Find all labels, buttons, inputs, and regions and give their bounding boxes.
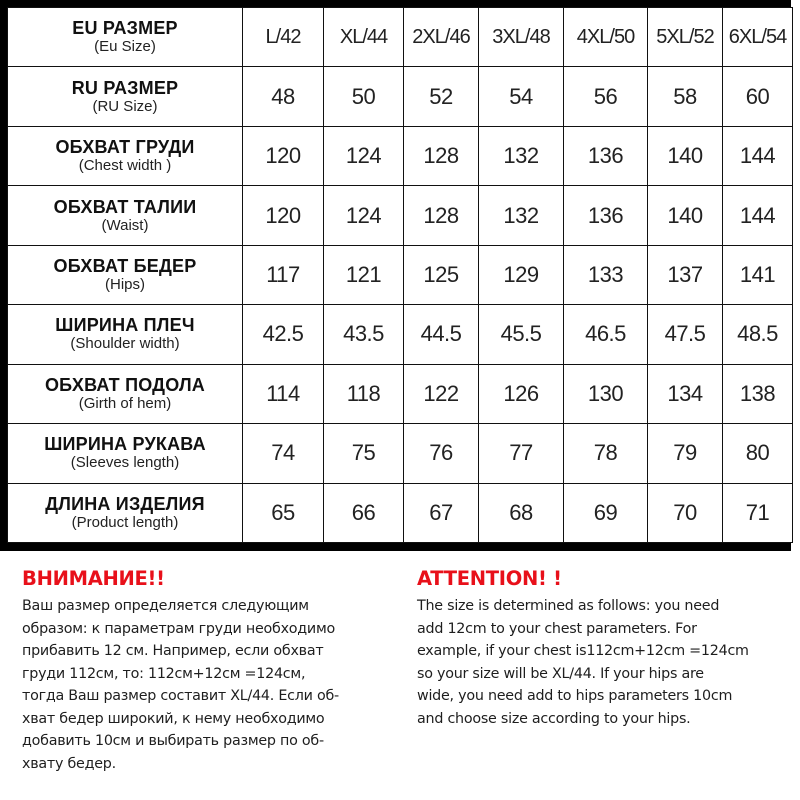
note-russian-title: ВНИМАНИЕ!! xyxy=(22,567,165,590)
row-label-russian: ОБХВАТ БЕДЕР xyxy=(53,255,197,276)
row-label-russian: ШИРИНА ПЛЕЧ xyxy=(55,315,195,336)
note-line: The size is determined as follows: you need xyxy=(417,598,720,614)
note-line: хвату бедер. xyxy=(22,755,116,772)
table-row xyxy=(8,186,793,245)
row-label-english: (Girth of hem) xyxy=(78,394,172,412)
table-cell: 45.5 xyxy=(479,305,564,364)
table-cell: 50 xyxy=(324,67,404,126)
row-label-english: (Product length) xyxy=(71,513,179,531)
table-cell: 69 xyxy=(564,483,648,543)
row-label-russian: ОБХВАТ ТАЛИИ xyxy=(53,196,197,217)
row-label-english: (Eu Size) xyxy=(94,38,156,56)
note-line: example, if your chest is112cm+12cm =124cm xyxy=(417,643,749,659)
row-label xyxy=(8,364,243,423)
note-line: добавить 10см и выбирать размер по об- xyxy=(22,733,324,749)
table-cell: 128 xyxy=(404,126,479,185)
size-header-cell: 4XL/50 xyxy=(564,8,648,67)
row-label xyxy=(8,305,243,364)
table-cell: 66 xyxy=(324,483,404,543)
row-label-english: (RU Size) xyxy=(92,97,158,115)
note-line: add 12cm to your chest parameters. For xyxy=(417,620,697,637)
table-cell: 128 xyxy=(404,186,479,245)
table-cell: 125 xyxy=(404,245,479,304)
note-russian-body xyxy=(22,595,407,775)
table-cell: 80 xyxy=(723,424,793,483)
table-cell: 133 xyxy=(564,245,648,304)
note-line: прибавить 12 см. Например, если обхват xyxy=(22,643,324,659)
row-label-english: (Waist) xyxy=(101,216,149,234)
row-label xyxy=(8,8,243,67)
row-label-russian: ОБХВАТ ПОДОЛА xyxy=(44,374,205,395)
table-cell: 60 xyxy=(723,67,793,126)
note-line: тогда Ваш размер составит XL/44. Если об- xyxy=(22,688,339,704)
note-line: wide, you need add to hips parameters 10cm xyxy=(417,688,733,704)
row-label-english: (Shoulder width) xyxy=(70,335,180,353)
note-line: so your size will be XL/44. If your hips are xyxy=(417,665,704,682)
table-row xyxy=(8,305,793,364)
row-label-russian: ОБХВАТ ГРУДИ xyxy=(55,137,195,158)
size-header-cell: 6XL/54 xyxy=(723,8,793,67)
table-cell: 114 xyxy=(243,364,324,423)
table-cell: 124 xyxy=(324,186,404,245)
table-cell: 67 xyxy=(404,483,479,543)
row-label-english: (Hips) xyxy=(105,275,145,293)
note-line: груди 112см, то: 112см+12см =124см, xyxy=(22,665,306,682)
table-cell: 121 xyxy=(324,245,404,304)
table-cell: 118 xyxy=(324,364,404,423)
table-cell: 120 xyxy=(243,126,324,185)
table-cell: 79 xyxy=(648,424,723,483)
table-cell: 77 xyxy=(479,424,564,483)
size-table xyxy=(7,7,793,543)
table-cell: 129 xyxy=(479,245,564,304)
table-cell: 58 xyxy=(648,67,723,126)
row-label-english: (Sleeves length) xyxy=(70,454,180,472)
row-label xyxy=(8,483,243,543)
table-cell: 52 xyxy=(404,67,479,126)
table-cell: 68 xyxy=(479,483,564,543)
size-header-cell: 5XL/52 xyxy=(648,8,723,67)
note-english-body xyxy=(417,595,800,730)
size-header-cell: 2XL/46 xyxy=(404,8,479,67)
note-line: and choose size according to your hips. xyxy=(417,710,691,727)
table-cell: 132 xyxy=(479,186,564,245)
table-cell: 48 xyxy=(243,67,324,126)
table-cell: 71 xyxy=(723,483,793,543)
row-label-russian: ШИРИНА РУКАВА xyxy=(44,434,206,455)
table-cell: 120 xyxy=(243,186,324,245)
note-russian xyxy=(22,565,407,775)
note-line: хват бедер широкий, к нему необходимо xyxy=(22,710,325,727)
size-header-cell: XL/44 xyxy=(324,8,404,67)
row-label-russian: EU РАЗМЕР xyxy=(72,18,178,39)
table-cell: 140 xyxy=(648,186,723,245)
row-label-russian: ДЛИНА ИЗДЕЛИЯ xyxy=(45,493,205,514)
table-cell: 122 xyxy=(404,364,479,423)
table-row xyxy=(8,8,793,67)
table-cell: 70 xyxy=(648,483,723,543)
table-cell: 42.5 xyxy=(243,305,324,364)
table-cell: 117 xyxy=(243,245,324,304)
row-label xyxy=(8,67,243,126)
table-row xyxy=(8,483,793,543)
table-cell: 43.5 xyxy=(324,305,404,364)
table-row xyxy=(8,364,793,423)
row-label xyxy=(8,186,243,245)
table-cell: 134 xyxy=(648,364,723,423)
note-line: образом: к параметрам груди необходимо xyxy=(22,620,335,637)
table-cell: 124 xyxy=(324,126,404,185)
table-row xyxy=(8,245,793,304)
table-cell: 75 xyxy=(324,424,404,483)
table-cell: 44.5 xyxy=(404,305,479,364)
row-label xyxy=(8,245,243,304)
row-label-russian: RU РАЗМЕР xyxy=(71,77,179,98)
table-cell: 136 xyxy=(564,126,648,185)
table-cell: 54 xyxy=(479,67,564,126)
table-cell: 138 xyxy=(723,364,793,423)
table-cell: 65 xyxy=(243,483,324,543)
table-cell: 140 xyxy=(648,126,723,185)
table-cell: 74 xyxy=(243,424,324,483)
row-label xyxy=(8,424,243,483)
table-cell: 76 xyxy=(404,424,479,483)
table-cell: 136 xyxy=(564,186,648,245)
note-line: Ваш размер определяется следующим xyxy=(22,598,309,614)
table-row xyxy=(8,126,793,185)
table-cell: 126 xyxy=(479,364,564,423)
table-cell: 48.5 xyxy=(723,305,793,364)
size-header-cell: L/42 xyxy=(243,8,324,67)
note-english xyxy=(417,565,800,730)
table-row xyxy=(8,67,793,126)
row-label xyxy=(8,126,243,185)
table-cell: 132 xyxy=(479,126,564,185)
note-english-title: ATTENTION! ! xyxy=(417,567,562,590)
table-cell: 56 xyxy=(564,67,648,126)
table-cell: 141 xyxy=(723,245,793,304)
table-cell: 46.5 xyxy=(564,305,648,364)
size-header-cell: 3XL/48 xyxy=(479,8,564,67)
table-cell: 78 xyxy=(564,424,648,483)
row-label-english: (Chest width ) xyxy=(78,157,172,175)
table-cell: 144 xyxy=(723,126,793,185)
table-cell: 130 xyxy=(564,364,648,423)
table-cell: 144 xyxy=(723,186,793,245)
table-cell: 137 xyxy=(648,245,723,304)
table-row xyxy=(8,424,793,483)
table-cell: 47.5 xyxy=(648,305,723,364)
